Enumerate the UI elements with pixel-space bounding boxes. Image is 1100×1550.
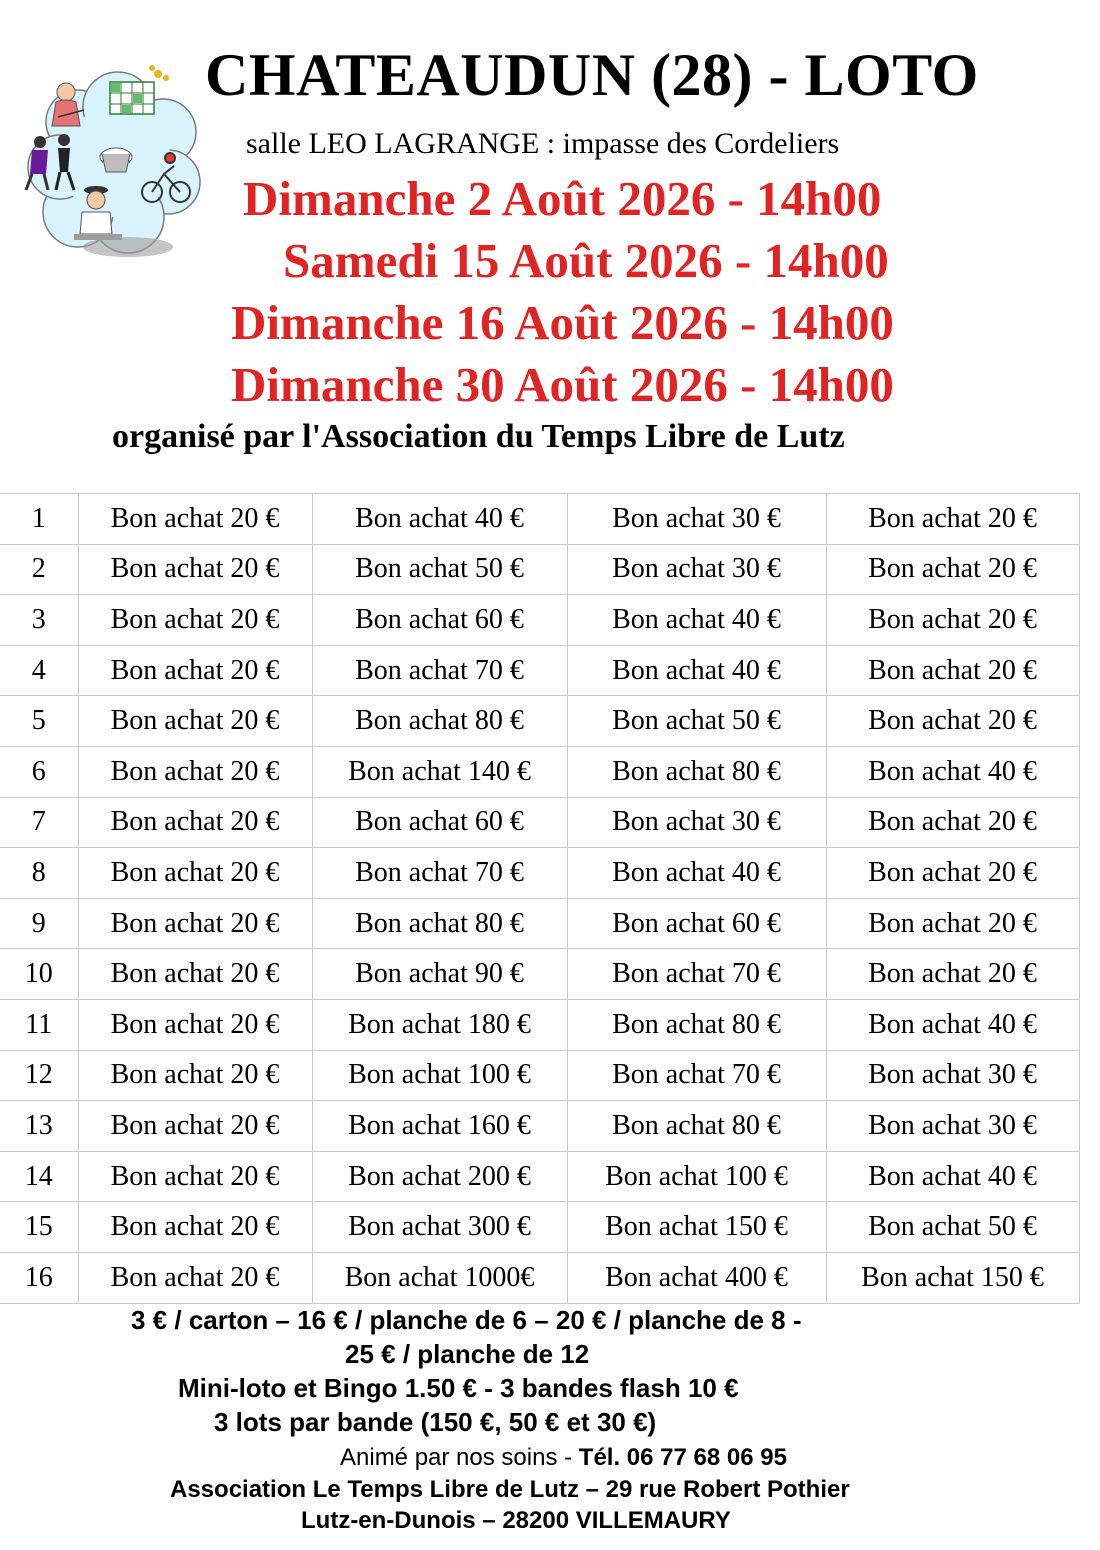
prize-cell: Bon achat 60 €: [312, 595, 567, 646]
game-number: 15: [0, 1202, 78, 1253]
prize-cell: Bon achat 20 €: [78, 797, 312, 848]
pricing-line: 3 € / carton – 16 € / planche de 6 – 20 € / planche de 8 -: [131, 1305, 802, 1335]
table-row: [0, 494, 1079, 545]
game-number: 4: [0, 645, 78, 696]
table-row: [0, 1151, 1079, 1202]
pricing-line: 25 € / planche de 12: [345, 1339, 590, 1369]
host-text: Animé par nos soins -: [340, 1444, 579, 1471]
prize-cell: Bon achat 30 €: [567, 494, 826, 545]
prize-cell: Bon achat 30 €: [567, 544, 826, 595]
table-row: [0, 645, 1079, 696]
prize-cell: Bon achat 60 €: [312, 797, 567, 848]
prize-cell: Bon achat 80 €: [312, 898, 567, 949]
prize-cell: Bon achat 30 €: [826, 1101, 1079, 1152]
tea-cup-icon: [100, 148, 132, 172]
pricing-line: 3 lots par bande (150 €, 50 € et 30 €): [214, 1407, 657, 1437]
prize-cell: Bon achat 40 €: [312, 494, 567, 545]
prize-cell: Bon achat 20 €: [78, 1151, 312, 1202]
prize-cell: Bon achat 200 €: [312, 1151, 567, 1202]
prize-cell: Bon achat 90 €: [312, 949, 567, 1000]
prize-cell: Bon achat 20 €: [78, 999, 312, 1050]
game-number: 16: [0, 1252, 78, 1303]
prize-cell: Bon achat 20 €: [78, 898, 312, 949]
prize-cell: Bon achat 150 €: [567, 1202, 826, 1253]
prize-cell: Bon achat 20 €: [78, 949, 312, 1000]
game-number: 5: [0, 696, 78, 747]
prize-cell: Bon achat 20 €: [78, 746, 312, 797]
organizer-line: organisé par l'Association du Temps Libre de Lutz: [112, 418, 845, 455]
prize-cell: Bon achat 20 €: [826, 595, 1079, 646]
prize-table: [0, 493, 1080, 1304]
association-city: Lutz-en-Dunois – 28200 VILLEMAURY: [301, 1507, 731, 1534]
prize-cell: Bon achat 40 €: [567, 645, 826, 696]
prize-cell: Bon achat 20 €: [78, 645, 312, 696]
event-date: Dimanche 16 Août 2026 - 14h00: [231, 295, 894, 350]
table-row: [0, 1101, 1079, 1152]
prize-cell: Bon achat 40 €: [826, 1151, 1079, 1202]
table-row: [0, 1252, 1079, 1303]
prize-cell: Bon achat 70 €: [567, 1050, 826, 1101]
prize-cell: Bon achat 100 €: [567, 1151, 826, 1202]
prize-cell: Bon achat 40 €: [567, 595, 826, 646]
prize-cell: Bon achat 80 €: [567, 999, 826, 1050]
prize-cell: Bon achat 400 €: [567, 1252, 826, 1303]
prize-cell: Bon achat 70 €: [567, 949, 826, 1000]
game-number: 9: [0, 898, 78, 949]
game-number: 11: [0, 999, 78, 1050]
table-row: [0, 595, 1079, 646]
prize-cell: Bon achat 160 €: [312, 1101, 567, 1152]
prize-cell: Bon achat 20 €: [78, 544, 312, 595]
table-row: [0, 848, 1079, 899]
prize-cell: Bon achat 150 €: [826, 1252, 1079, 1303]
prize-cell: Bon achat 300 €: [312, 1202, 567, 1253]
game-number: 3: [0, 595, 78, 646]
pricing-line: Mini-loto et Bingo 1.50 € - 3 bandes flash 10 €: [178, 1373, 739, 1403]
prize-cell: Bon achat 30 €: [567, 797, 826, 848]
prize-cell: Bon achat 40 €: [567, 848, 826, 899]
prize-cell: Bon achat 20 €: [826, 848, 1079, 899]
event-date: Samedi 15 Août 2026 - 14h00: [283, 233, 889, 288]
game-number: 6: [0, 746, 78, 797]
prize-cell: Bon achat 20 €: [826, 645, 1079, 696]
prize-cell: Bon achat 20 €: [78, 1252, 312, 1303]
venue-address: salle LEO LAGRANGE : impasse des Cordeliers: [246, 127, 840, 160]
prize-cell: Bon achat 20 €: [826, 494, 1079, 545]
prize-cell: Bon achat 20 €: [78, 494, 312, 545]
table-row: [0, 746, 1079, 797]
table-row: [0, 1202, 1079, 1253]
prize-cell: Bon achat 20 €: [826, 949, 1079, 1000]
game-number: 8: [0, 848, 78, 899]
game-number: 7: [0, 797, 78, 848]
event-date: Dimanche 30 Août 2026 - 14h00: [231, 357, 894, 412]
prize-cell: Bon achat 20 €: [78, 1050, 312, 1101]
prize-cell: Bon achat 40 €: [826, 746, 1079, 797]
game-number: 2: [0, 544, 78, 595]
page-title: CHATEAUDUN (28) - LOTO: [205, 42, 979, 108]
prize-cell: Bon achat 1000€: [312, 1252, 567, 1303]
prize-cell: Bon achat 70 €: [312, 848, 567, 899]
table-row: [0, 696, 1079, 747]
game-number: 12: [0, 1050, 78, 1101]
contact-line: [340, 1442, 787, 1474]
game-number: 14: [0, 1151, 78, 1202]
table-row: [0, 898, 1079, 949]
table-row: [0, 1050, 1079, 1101]
prize-cell: Bon achat 20 €: [78, 848, 312, 899]
prize-cell: Bon achat 180 €: [312, 999, 567, 1050]
prize-cell: Bon achat 20 €: [826, 544, 1079, 595]
game-number: 13: [0, 1101, 78, 1152]
game-number: 1: [0, 494, 78, 545]
prize-cell: Bon achat 100 €: [312, 1050, 567, 1101]
prize-cell: Bon achat 50 €: [567, 696, 826, 747]
prize-cell: Bon achat 50 €: [312, 544, 567, 595]
phone-number: Tél. 06 77 68 06 95: [578, 1444, 787, 1471]
prize-cell: Bon achat 70 €: [312, 645, 567, 696]
prize-cell: Bon achat 50 €: [826, 1202, 1079, 1253]
prize-cell: Bon achat 20 €: [826, 898, 1079, 949]
prize-cell: Bon achat 30 €: [826, 1050, 1079, 1101]
prize-cell: Bon achat 140 €: [312, 746, 567, 797]
event-date: Dimanche 2 Août 2026 - 14h00: [243, 171, 882, 226]
prize-cell: Bon achat 20 €: [78, 1101, 312, 1152]
table-row: [0, 544, 1079, 595]
prize-cell: Bon achat 20 €: [78, 1202, 312, 1253]
game-number: 10: [0, 949, 78, 1000]
association-address: Association Le Temps Libre de Lutz – 29 rue Robert Pothier: [170, 1476, 850, 1503]
prize-cell: Bon achat 80 €: [567, 1101, 826, 1152]
prize-cell: Bon achat 20 €: [78, 595, 312, 646]
leisure-activities-illustration: [18, 62, 208, 262]
prize-cell: Bon achat 20 €: [826, 696, 1079, 747]
table-row: [0, 949, 1079, 1000]
table-row: [0, 797, 1079, 848]
prize-cell: Bon achat 20 €: [78, 696, 312, 747]
table-row: [0, 999, 1079, 1050]
prize-cell: Bon achat 80 €: [567, 746, 826, 797]
prize-cell: Bon achat 20 €: [826, 797, 1079, 848]
prize-cell: Bon achat 60 €: [567, 898, 826, 949]
prize-cell: Bon achat 80 €: [312, 696, 567, 747]
prize-cell: Bon achat 40 €: [826, 999, 1079, 1050]
